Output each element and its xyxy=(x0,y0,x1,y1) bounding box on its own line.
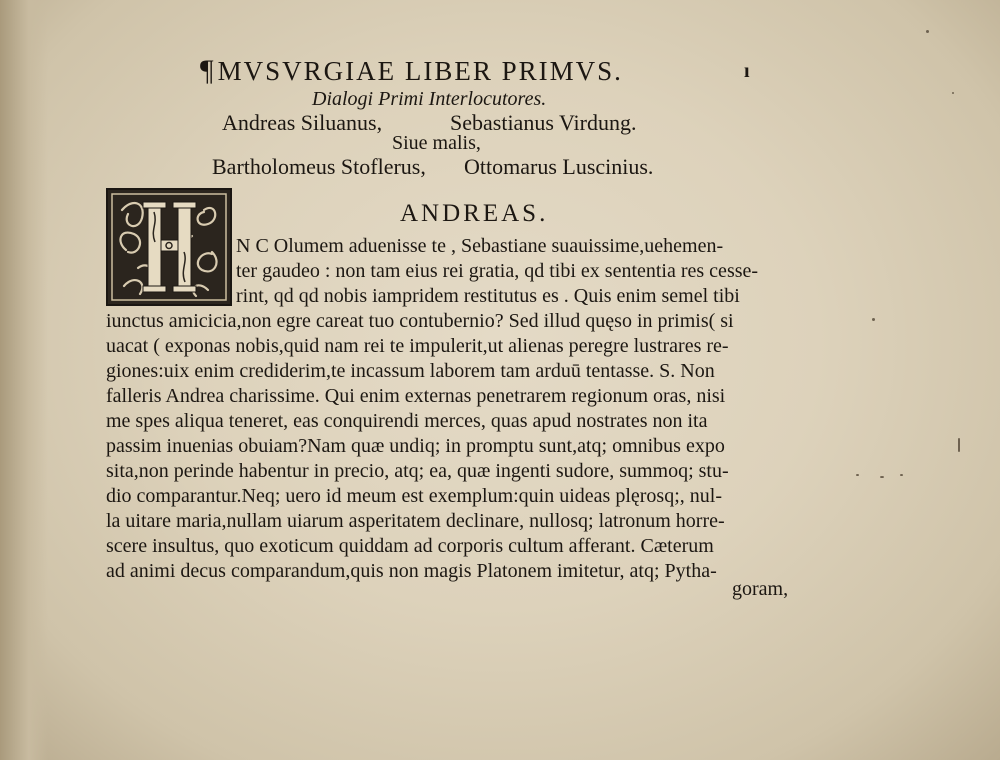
text-line: me spes aliqua teneret, eas conquirendi merces, quas apud nostrates non ita xyxy=(106,410,708,432)
text-line: giones:uix enim crediderim,te incassum laborem tam arduū tentasse. S. Non xyxy=(106,360,715,382)
text-line: uacat ( exponas nobis,quid nam rei te impulerit,ut alienas peregre lustrares re- xyxy=(106,335,729,357)
interlocutor-sebastianus: Sebastianus Virdung. xyxy=(450,110,637,135)
text-line: N C Olumem aduenisse te , Sebastiane suauissime,uehemen- xyxy=(236,235,724,257)
interlocutor-bartholomeus: Bartholomeus Stoflerus, xyxy=(212,154,426,179)
decorated-initial-letter xyxy=(106,188,232,306)
text-line: rint, qd qd nobis iampridem restitutus es . Quis enim semel tibi xyxy=(236,285,740,307)
interlocutors-heading: Dialogi Primi Interlocutores. xyxy=(312,88,547,110)
interlocutor-andreas: Andreas Siluanus, xyxy=(222,110,383,135)
book-title xyxy=(200,54,623,88)
text-line: ad animi decus comparandum,quis non magis Platonem imitetur, atq; Pytha- xyxy=(106,560,717,582)
folio-number: ı xyxy=(744,60,750,82)
catchword: goram, xyxy=(732,578,789,600)
ornament-icon xyxy=(108,190,230,304)
text-line: iunctus amicicia,non egre careat tuo contubernio? Sed illud quęso in primis( si xyxy=(106,310,734,332)
text-line: passim inuenias obuiam?Nam quæ undiq; in promptu sunt,atq; omnibus expo xyxy=(106,435,725,457)
text-line: scere insultus, quo exoticum quiddam ad corporis cultum afferant. Cæterum xyxy=(106,535,714,557)
text-line: dio comparantur.Neq; uero id meum est exemplum:quin uideas plęrosq;, nul- xyxy=(106,485,722,507)
title-text: MVSVRGIAE LIBER PRIMVS. xyxy=(217,56,623,86)
interlocutor-alternative: Siue malis, xyxy=(392,132,481,154)
text-line: ter gaudeo : non tam eius rei gratia, qd tibi ex sententia res cesse- xyxy=(236,260,759,282)
text-line: la uitare maria,nullam uiarum asperitatem declinare, nullosq; latronum horre- xyxy=(106,510,725,532)
speaker-label: ANDREAS. xyxy=(400,200,549,227)
page-gutter-shadow xyxy=(0,0,48,760)
text-line: sita,non perinde habentur in precio, atq; ea, quæ ingenti sudore, summoq; stu- xyxy=(106,460,729,482)
text-line: falleris Andrea charissime. Qui enim externas penetrarem regionum oras, nisi xyxy=(106,385,726,407)
pilcrow-mark: ¶ xyxy=(200,54,216,87)
interlocutor-ottomarus: Ottomarus Luscinius. xyxy=(464,154,654,179)
